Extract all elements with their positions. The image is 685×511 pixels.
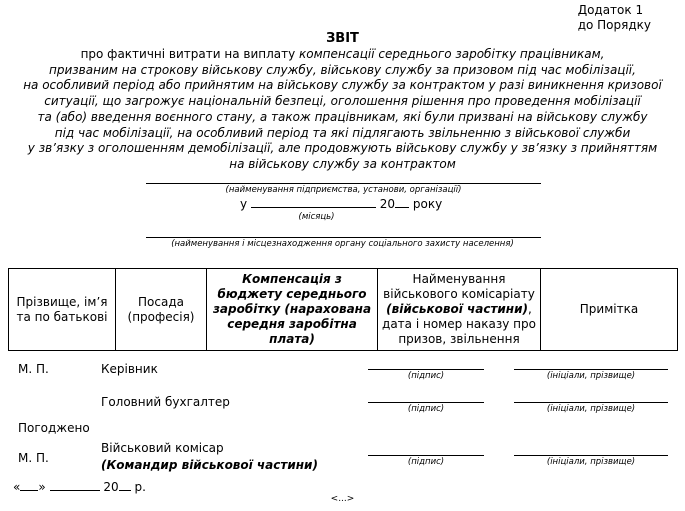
commissar-label: Військовий комісар (101, 441, 224, 455)
period-year-prefix: 20 (379, 197, 396, 211)
head-initials-field[interactable] (514, 369, 668, 370)
commissar-signature-caption: (підпис) (407, 457, 445, 467)
subtitle-line-6: під час мобілізації, на особливий період та які підлягають звільненню з військової служби (54, 125, 631, 140)
head-label: Керівник (101, 362, 158, 376)
authority-field[interactable] (146, 237, 541, 238)
col-note: Примітка (541, 269, 678, 351)
omission-mark: <...> (330, 494, 355, 504)
agreed-label: Погоджено (18, 421, 90, 435)
date-suffix: р. (134, 480, 146, 494)
date-month-field[interactable] (50, 480, 100, 491)
period-suffix: року (412, 197, 443, 211)
table-header-row (9, 269, 678, 351)
col-full-name: Прізвище, ім’я та по батькові (9, 269, 116, 351)
period-row (240, 197, 442, 211)
col-commissariat-pre: Найменування військового комісаріату (383, 272, 535, 301)
annex-line-1: Додаток 1 (577, 3, 644, 17)
report-title: ЗВІТ (326, 31, 359, 46)
subtitle-line-7: у зв’язку з оголошенням демобілізації, але продовжують військову службу у зв’язку з прийняттям (27, 141, 658, 156)
col-commissariat-post: , дата і номер наказу про призов, звільнення (382, 302, 536, 346)
date-close-quote: » (38, 480, 46, 494)
authority-caption: (найменування і місцезнаходження органу соціального захисту населення) (171, 239, 514, 249)
subtitle-line-2: призваним на строкову військову службу, військову службу за призовом під час мобілізації, (49, 62, 636, 77)
commissar-initials-caption: (ініціали, прізвище) (546, 457, 636, 467)
commissar-signature-field[interactable] (368, 455, 484, 456)
col-position: Посада (професія) (116, 269, 207, 351)
annex-note (578, 3, 651, 33)
head-signature-field[interactable] (368, 369, 484, 370)
chief-accountant-label: Головний бухгалтер (101, 395, 230, 409)
accountant-signature-field[interactable] (368, 402, 484, 403)
date-line (13, 480, 146, 494)
subtitle-line-3: на особливий період або прийнятим на військову службу за контрактом у разі виникнення кризової (23, 78, 662, 93)
subtitle-line-4: ситуації, що загрожує національній безпеці, оголошення рішення про проведення мобілізації (44, 94, 641, 109)
col-compensation: Компенсація з бюджету середнього заробітку (нарахована середня заробітна плата) (207, 269, 378, 351)
month-field[interactable] (251, 197, 376, 208)
stamp-place-1: М. П. (18, 362, 49, 376)
head-signature-caption: (підпис) (407, 371, 445, 381)
subtitle-rest: компенсації середнього заробітку працівникам, (299, 47, 605, 61)
subtitle-lead: про фактичні витрати на виплату (80, 47, 296, 61)
accountant-initials-caption: (ініціали, прізвище) (546, 404, 636, 414)
report-subtitle (0, 47, 685, 173)
commander-label: (Командир військової частини) (101, 458, 318, 472)
col-commissariat-em: (військової частини) (386, 302, 528, 316)
report-table (8, 268, 678, 351)
year-field[interactable] (395, 197, 409, 208)
period-prefix: у (240, 197, 248, 211)
col-commissariat (378, 269, 541, 351)
enterprise-field[interactable] (146, 183, 541, 184)
head-initials-caption: (ініціали, прізвище) (546, 371, 636, 381)
enterprise-caption: (найменування підприємства, установи, організації) (225, 185, 462, 195)
day-field[interactable] (20, 480, 38, 491)
subtitle-line-8: на військову службу за контрактом (229, 156, 456, 171)
subtitle-line-1 (0, 47, 685, 63)
stamp-place-2: М. П. (18, 451, 49, 465)
date-open-quote: « (13, 480, 21, 494)
month-caption: (місяць) (298, 212, 335, 222)
accountant-signature-caption: (підпис) (407, 404, 445, 414)
annex-line-2: до Порядку (577, 18, 651, 32)
date-year-field[interactable] (119, 480, 131, 491)
date-year-prefix: 20 (103, 480, 119, 494)
subtitle-line-5: та (або) введення воєнного стану, а також працівникам, які були призвані на військову службу (37, 109, 648, 124)
commissar-initials-field[interactable] (514, 455, 668, 456)
accountant-initials-field[interactable] (514, 402, 668, 403)
